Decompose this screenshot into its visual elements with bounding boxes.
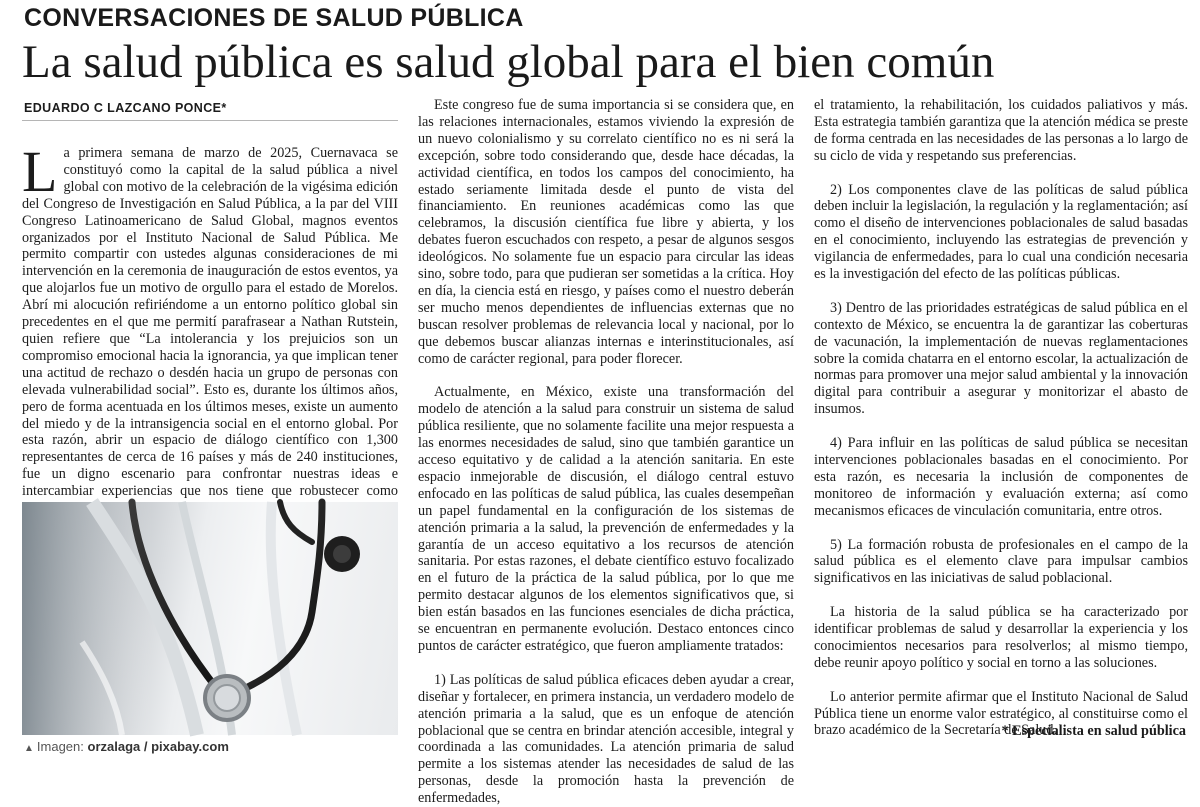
paragraph: 5) La formación robusta de profesionales en el campo de la salud pública es el elemento clave para impulsar cambios significativos en las iniciativas de salud poblacional.: [814, 536, 1188, 587]
paragraph: Lo anterior permite afirmar que el Instituto Nacional de Salud Pública tiene un enorme valor estratégico, al constituirse como el brazo académico de la Secretaría de Salud.: [814, 688, 1188, 739]
byline-rule: [22, 120, 398, 121]
article-column-2: [418, 97, 794, 807]
stethoscope-photo: [22, 502, 398, 735]
paragraph: Este congreso fue de suma importancia si se considera que, en las relaciones internacionales, estamos viviendo la expresión de un nuevo colonialismo y su correlato científico no es ni será la excepción, sobre todo considerando que, desde hace décadas, la actividad científica, en todos los campos del conocimiento, ha estado seriamente limitada desde el punto de vista del financiamiento. En reuniones académicas como las que celebramos, la discusión científica fue libre y abierta, y los debates fueron escuchados con respeto, a pesar de algunos sesgos ideológicos. No solamente fue un espacio para circular las ideas sino, sobre todo, para que pudieran ser sometidas a la crítica. Hoy en día, la ciencia está en riesgo, y países como el nuestro deberán ser mucho menos dependientes de influencias externas que no buscan resolver problemas de relevancia local y nacional, por lo que debemos buscar alianzas internas e interinstitucionales, así como de carácter regional, para poder florecer.: [418, 97, 794, 367]
article-headline: La salud pública es salud global para el bien común: [22, 36, 995, 88]
paragraph: La primera semana de marzo de 2025, Cuernavaca se constituyó como la capital de la salud pública a nivel global con motivo de la celebración de la vigésima edición del Congreso de Investigación en Salud Pública, a la par del VIII Congreso Latinoamericano de Salud Global, magnos eventos organizados por el Instituto Nacional de Salud Pública. Me permito compartir con ustedes algunas consideraciones de mi intervención en la ceremonia de inauguración de estos eventos, ya que alojarlos fue un motivo de orgullo para el estado de Morelos. Abrí mi alocución refiriéndome a un entorno político global sin precedentes en el que me permití parafrasear a Nathan Rutstein, quien refiere que “La intolerancia y los prejuicios son un compromiso emocional hacia la ignorancia, ya que implican tener una actitud de rechazo o desdén hacia un grupo de personas con elevada vulnerabilidad social”. Esto es, durante los últimos años, pero de forma acentuada en los últimos meses, existe un aumento del miedo y de la intransigencia social en el entorno global. Por esta razón, abrir un espacio de diálogo científico con 1,300 representantes de cerca de 16 países y más de 240 instituciones, fue un digno escenario para confrontar nuestras ideas e intercambiar experiencias que nos tiene que robustecer como: [22, 139, 398, 500]
paragraph: el tratamiento, la rehabilitación, los cuidados paliativos y más. Esta estrategia también garantiza que la atención médica se preste de forma centrada en las necesidades de las personas a lo largo de su ciclo de vida y respetando sus preferencias.: [814, 97, 1188, 164]
doctor-coat-illustration: [22, 502, 398, 735]
author-note: * Especialista en salud pública: [1001, 723, 1186, 739]
paragraph: 2) Los componentes clave de las políticas de salud pública deben incluir la legislación, la regulación y la reglamentación; así como el diseño de intervenciones poblacionales de salud basadas en el conocimiento, incluyendo las estrategias de prevención y vigilancia de enfermedades, para lo cual una condición necesaria es la investigación del efecto de las políticas públicas.: [814, 181, 1188, 283]
author-byline: EDUARDO C LAZCANO PONCE*: [24, 101, 227, 115]
paragraph: 1) Las políticas de salud pública eficaces deben ayudar a crear, diseñar y fortalecer, en primera instancia, un verdadero modelo de atención primaria a la salud, que es un enfoque de atención poblacional que se centra en brindar atención accesible, integral y coordinada a las comunidades. La atención primaria de salud permite a los sistemas atender las necesidades de salud de las personas, desde la promoción hasta la prevención de enfermedades,: [418, 671, 794, 807]
paragraph: 3) Dentro de las prioridades estratégicas de salud pública en el contexto de México, se encuentra la de garantizar las coberturas de vacunación, la implementación de nuevas reglamentaciones sobre la comida chatarra en el entorno escolar, la actualización de normas para promover una mejor salud ambiental y la innovación digital para contribuir a asegurar y monitorizar el abasto de insumos.: [814, 299, 1188, 418]
caption-arrow-icon: ▲: [24, 743, 34, 754]
paragraph: Actualmente, en México, existe una transformación del modelo de atención a la salud para construir un sistema de salud pública resiliente, que no solamente facilite una mejor respuesta a las enormes necesidades de salud, sino que también garantice un acceso equitativo y de calidad a la atención sanitaria. En este espacio inmejorable de discusión, el diálogo central estuvo enfocado en las políticas de salud pública, las cuales desempeñan un papel fundamental en la configuración de los sistemas de atención primaria a la salud, la prevención de enfermedades y la garantía de un acceso equitativo a los recursos de atención sanitaria. Por estas razones, el debate científico estuvo focalizado en el futuro de la práctica de la salud pública, por lo que me permito destacar algunos de los elementos significativos que, si bien están basados en las funciones esenciales de dicha práctica, se encuentran en permanente evolución. Destaco entonces cinco puntos de carácter estratégico, que fueron ampliamente tratados:: [418, 384, 794, 654]
image-source: orzalaga / pixabay.com: [87, 739, 229, 754]
paragraph: 4) Para influir en las políticas de salud pública se necesitan intervenciones poblacionales basadas en el conocimiento. Por esta razón, es necesaria la inclusión de componentes de monitoreo de información y evaluación externa; así como mecanismos eficaces de vinculación comunitaria, entre otros.: [814, 435, 1188, 519]
section-label: CONVERSACIONES DE SALUD PÚBLICA: [24, 4, 524, 32]
paragraph: La historia de la salud pública se ha caracterizado por identificar problemas de salud y desarrollar la experiencia y los conocimientos necesarios para resolverlos; al mismo tiempo, debe reunir apoyo político y social en torno a las soluciones.: [814, 604, 1188, 671]
drop-cap: L: [22, 139, 58, 204]
article-column-3: [814, 97, 1188, 759]
article-column-1: [22, 139, 398, 500]
image-caption: ▲ Imagen: orzalaga / pixabay.com: [24, 739, 229, 754]
